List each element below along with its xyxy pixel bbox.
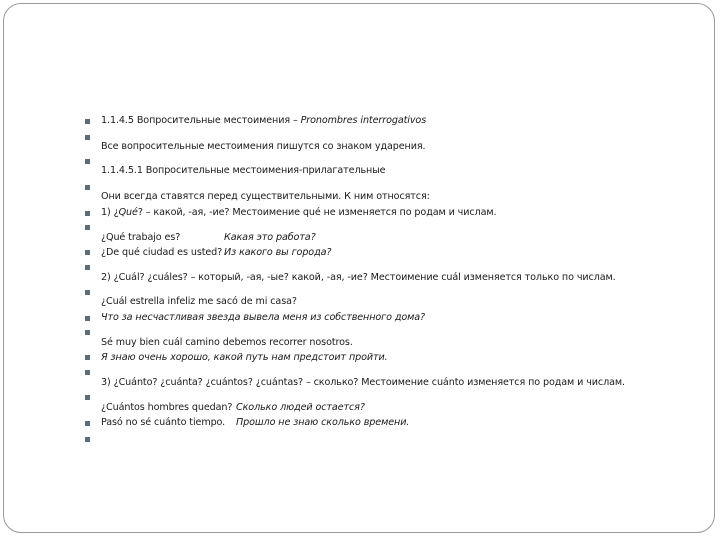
example-ru: Сколько людей остается? [236, 402, 365, 413]
bullet [85, 437, 90, 442]
bullet [85, 265, 90, 270]
bullet [85, 119, 90, 124]
example-3a [101, 402, 365, 414]
bullet [85, 316, 90, 321]
example-1a [101, 232, 316, 244]
slide-frame [3, 3, 715, 533]
example-es: ¿Cuántos hombres quedan? [101, 402, 233, 413]
example-1b [101, 247, 332, 259]
example-ru: Прошло не знаю сколько времени. [236, 417, 410, 428]
bullet [85, 395, 90, 400]
example-ru: Из какого вы города? [224, 247, 332, 258]
bullet [85, 185, 90, 190]
example-3b [101, 417, 410, 429]
section-heading-prefix: 1.1.4.5 Вопросительные местоимения – [101, 115, 301, 126]
bullet [85, 250, 90, 255]
item-2: 2) ¿Cuál? ¿cuáles? – который, -ая, -ые? какой, -ая, -ие? Местоимение cuál изменяется только по числам. [101, 272, 616, 283]
example-es: ¿Qué trabajo es? [101, 232, 181, 243]
bullet [85, 159, 90, 164]
bullet [85, 355, 90, 360]
bullet [85, 330, 90, 335]
section-heading-spanish: Pronombres interrogativos [300, 115, 427, 126]
example-es: Pasó no sé cuánto tiempo. [101, 417, 226, 428]
intro-text: Все вопросительные местоимения пишутся со знаком ударения. [101, 141, 426, 152]
bullet [85, 225, 90, 230]
example-2b-es: Sé muy bien cuál camino debemos recorrer nosotros. [101, 337, 353, 348]
example-ru: Какая это работа? [224, 232, 316, 243]
example-2a-ru: Что за несчастливая звезда вывела меня из собственного дома? [101, 312, 426, 323]
bullet [85, 370, 90, 375]
item-1: 1) ¿Qué? – какой, -ая, -ие? Местоимение qué не изменяется по родам и числам. [101, 207, 497, 218]
bullet [85, 211, 90, 216]
bullet [85, 135, 90, 140]
example-2b-ru: Я знаю очень хорошо, какой путь нам предстоит пройти. [101, 352, 388, 363]
subsection-heading: 1.1.4.5.1 Вопросительные местоимения-прилагательные [101, 165, 386, 176]
item-3: 3) ¿Cuánto? ¿cuánta? ¿cuántos? ¿cuántas? – сколько? Местоимение cuánto изменяется по родам и числам. [101, 377, 625, 388]
bullet [85, 421, 90, 426]
example-2a-es: ¿Cuál estrella infeliz me sacó de mi casa? [101, 296, 297, 307]
example-es: ¿De qué ciudad es usted? [101, 247, 223, 258]
section-heading [101, 115, 426, 127]
bullet [85, 290, 90, 295]
rule-text: Они всегда ставятся перед существительными. К ним относятся: [101, 191, 430, 202]
